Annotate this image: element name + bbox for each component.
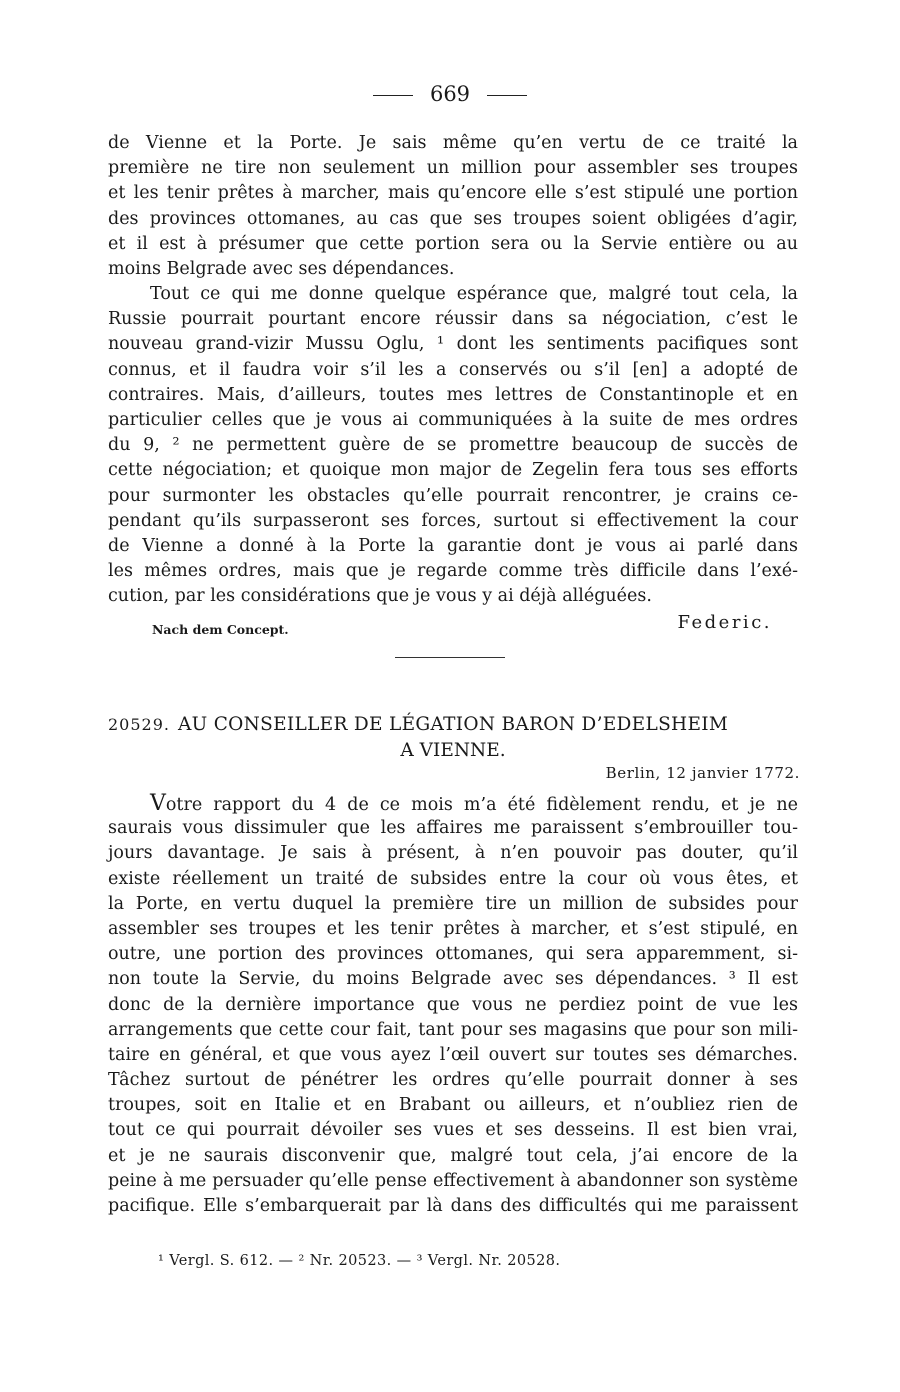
text-line: Russie pourrait pourtant encore réussir dans sa négociation, c’est le	[108, 309, 798, 330]
text-line: cette négociation; et quoique mon major de Zegelin fera tous ses efforts	[108, 460, 798, 481]
text-line: pendant qu’ils surpasseront ses forces, surtout si effectivement la cour	[108, 510, 798, 531]
text-line: du 9, ² ne permettent guère de se promettre beaucoup de succès de	[108, 435, 798, 456]
text-line: arrangements que cette cour fait, tant pour ses magasins que pour son mili-	[108, 1019, 798, 1040]
text-line: otre rapport du 4 de ce mois m’a été fidèlement rendu, et je ne	[165, 795, 798, 815]
text-line: et il est à présumer que cette portion sera ou la Servie entière ou au	[108, 233, 798, 254]
text-line: des provinces ottomanes, au cas que ses troupes soient obligées d’agir,	[108, 208, 798, 229]
text-line: existe réellement un traité de subsides entre la cour où vous êtes, et	[108, 868, 798, 889]
text-line: taire en général, et que vous ayez l’œil ouvert sur toutes ses démarches.	[108, 1044, 798, 1065]
text-line: de Vienne a donné à la Porte la garantie dont je vous ai parlé dans	[108, 535, 798, 556]
text-line: cution, par les considérations que je vous y ai déjà alléguées.	[108, 586, 652, 607]
text-line: Tout ce qui me donne quelque espérance que, malgré tout cela, la	[150, 284, 798, 304]
text-line: pacifique. Elle s’embarquerait par là dans des difficultés qui me paraissent	[108, 1196, 798, 1216]
text-line: et les tenir prêtes à marcher, mais qu’encore elle s’est stipulé une portion	[108, 183, 798, 204]
text-line: tout ce qui pourrait dévoiler ses vues et ses desseins. Il est bien vrai,	[108, 1120, 798, 1141]
text-line: de Vienne et la Porte. Je sais même qu’en vertu de ce traité la	[108, 133, 798, 153]
text-line: connus, et il faudra voir s’il les a conservés ou s’il [en] a adopté de	[108, 359, 798, 380]
paragraph-2	[108, 282, 798, 609]
document-number: 20529.	[108, 715, 170, 734]
text-line: et je ne saurais disconvenir que, malgré tout cela, j’ai encore de la	[108, 1145, 798, 1166]
document-heading	[108, 714, 798, 766]
signature: Federic.	[677, 612, 772, 633]
section-divider	[395, 657, 505, 658]
paragraph-1	[108, 131, 798, 282]
text-line: moins Belgrade avec ses dépendances.	[108, 258, 455, 279]
text-line: assembler ses troupes et les tenir prêtes à marcher, et s’est stipulé, en	[108, 918, 798, 939]
text-line: les mêmes ordres, mais que je regarde comme très difficile dans l’exé-	[108, 561, 798, 582]
heading-line-1	[108, 714, 798, 740]
page-number: 669	[429, 82, 471, 106]
page-header	[0, 82, 900, 106]
text-line: contraires. Mais, d’ailleurs, toutes mes lettres de Constantinople et en	[108, 384, 798, 405]
heading-line-2: A VIENNE.	[400, 740, 506, 761]
source-note: Nach dem Concept.	[152, 622, 289, 637]
text-line: nouveau grand-vizir Mussu Oglu, ¹ dont les sentiments pacifiques sont	[108, 334, 798, 355]
text-line: la Porte, en vertu duquel la première tire un million de subsides pour	[108, 893, 798, 914]
text-line: peine à me persuader qu’elle pense effectivement à abandonner son système	[108, 1170, 798, 1191]
text-line-first	[108, 791, 798, 816]
text-line: pour surmonter les obstacles qu’elle pourrait rencontrer, je crains ce-	[108, 485, 798, 506]
header-rule-left	[373, 95, 413, 96]
initial-letter: V	[150, 791, 166, 816]
text-line: saurais vous dissimuler que les affaires me paraissent s’embrouiller tou-	[108, 818, 798, 839]
footnotes: ¹ Vergl. S. 612. — ² Nr. 20523. — ³ Vergl. Nr. 20528.	[158, 1253, 561, 1269]
text-line: jours davantage. Je sais à présent, à n’en pouvoir pas douter, qu’il	[108, 843, 798, 864]
text-line: première ne tire non seulement un million pour assembler ses troupes	[108, 158, 798, 179]
paragraph-3	[108, 791, 798, 1219]
header-rule-right	[487, 95, 527, 96]
heading-title: AU CONSEILLER DE LÉGATION BARON D’EDELSHEIM	[177, 714, 729, 735]
text-line: non toute la Servie, du moins Belgrade avec ses dépendances. ³ Il est	[108, 969, 798, 990]
text-line: outre, une portion des provinces ottomanes, qui sera apparemment, si-	[108, 944, 798, 965]
dateline: Berlin, 12 janvier 1772.	[605, 764, 800, 782]
text-line: particulier celles que je vous ai communiquées à la suite de mes ordres	[108, 409, 798, 430]
text-line: Tâchez surtout de pénétrer les ordres qu’elle pourrait donner à ses	[108, 1070, 798, 1091]
text-line: donc de la dernière importance que vous ne perdiez point de vue les	[108, 994, 798, 1015]
text-line: troupes, soit en Italie et en Brabant ou ailleurs, et n’oubliez rien de	[108, 1095, 798, 1116]
